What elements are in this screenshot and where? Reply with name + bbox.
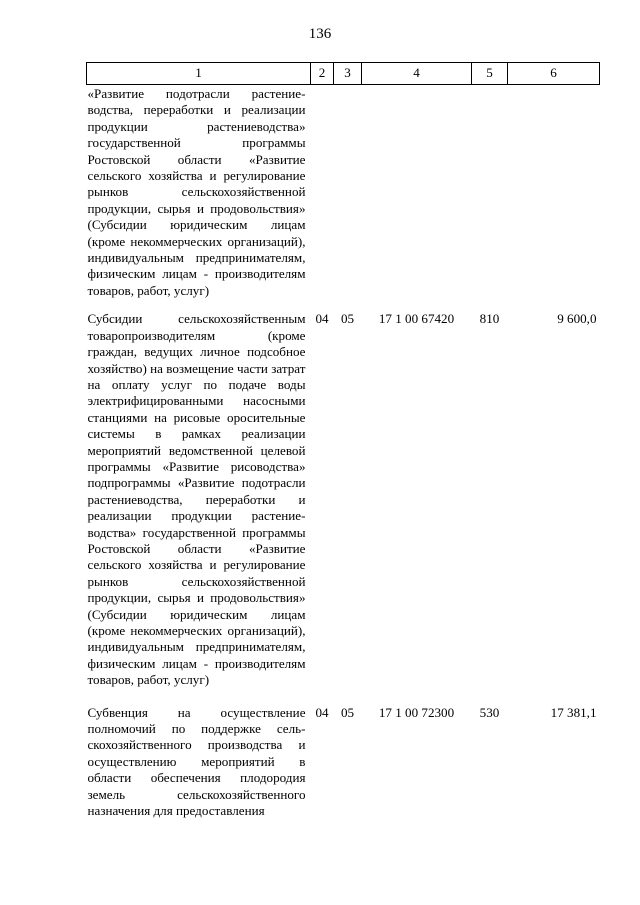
row-target-article: 17 1 00 72300 (378, 704, 455, 720)
row-subsection-code: 05 (340, 311, 355, 327)
row-amount: 9 600,0 (557, 311, 597, 327)
row-subsection-code (334, 85, 362, 300)
row-description: Субвенция на осуществление полномочий по поддержке сельскохозяйственного производства и осуществлению мероприятий в области обеспечения плодородия земель сельскохозяйственного назначения для предоставления (87, 704, 306, 819)
row-amount (508, 85, 600, 300)
row-target-article: 17 1 00 67420 (378, 311, 455, 327)
table-row (87, 299, 600, 688)
row-expense-type (472, 85, 508, 300)
row-description: «Развитие подотрасли растениеводства, переработки и реализации продукции растениеводства» государственной программы Ростовской области «Развитие сельского хозяйства и регулирование рынков сельскохозяйственной продукции, сырья и продовольствия» (Субсидии юридическим лицам (кроме некоммерческих организаций), индивидуальным предпринимателям, физическим лицам - производителям товаров, работ, услуг) (87, 86, 306, 298)
row-expense-type: 810 (479, 311, 500, 327)
column-header-6: 6 (508, 63, 600, 85)
row-section-code (311, 85, 334, 300)
table-row (87, 689, 600, 820)
column-header-2: 2 (311, 63, 334, 85)
column-header-5: 5 (472, 63, 508, 85)
budget-table (86, 62, 600, 819)
row-subsection-code: 05 (340, 704, 355, 720)
page-number: 136 (308, 26, 332, 42)
table-header-row (87, 63, 600, 85)
row-section-code: 04 (315, 311, 329, 327)
column-header-4: 4 (362, 63, 472, 85)
row-amount: 17 381,1 (550, 704, 597, 720)
row-section-code: 04 (315, 704, 329, 720)
table-row (87, 85, 600, 300)
column-header-3: 3 (334, 63, 362, 85)
row-description: Субсидии сельскохозяйственным товаропроизводителям (кроме граждан, ведущих личное подсобное хозяйство) на возмещение части затрат на оплату услуг по подаче воды электрифицированными насосными станциями на рисовые оросительные системы в рамках реализации мероприятий ведомственной целевой программы «Развитие рисоводства» подпрограммы «Развитие подотрасли растениеводства, переработки и реализации продукции растениеводства» государственной программы Ростовской области «Развитие сельского хозяйства и регулирование рынков сельскохозяйственной продукции, сырья и продовольствия» (Субсидии юридическим лицам (кроме некоммерческих организаций), индивидуальным предпринимателям, физическим лицам - производителям товаров, работ, услуг) (87, 311, 306, 688)
column-header-1: 1 (87, 63, 311, 85)
row-target-article (362, 85, 472, 300)
row-expense-type: 530 (479, 704, 500, 720)
